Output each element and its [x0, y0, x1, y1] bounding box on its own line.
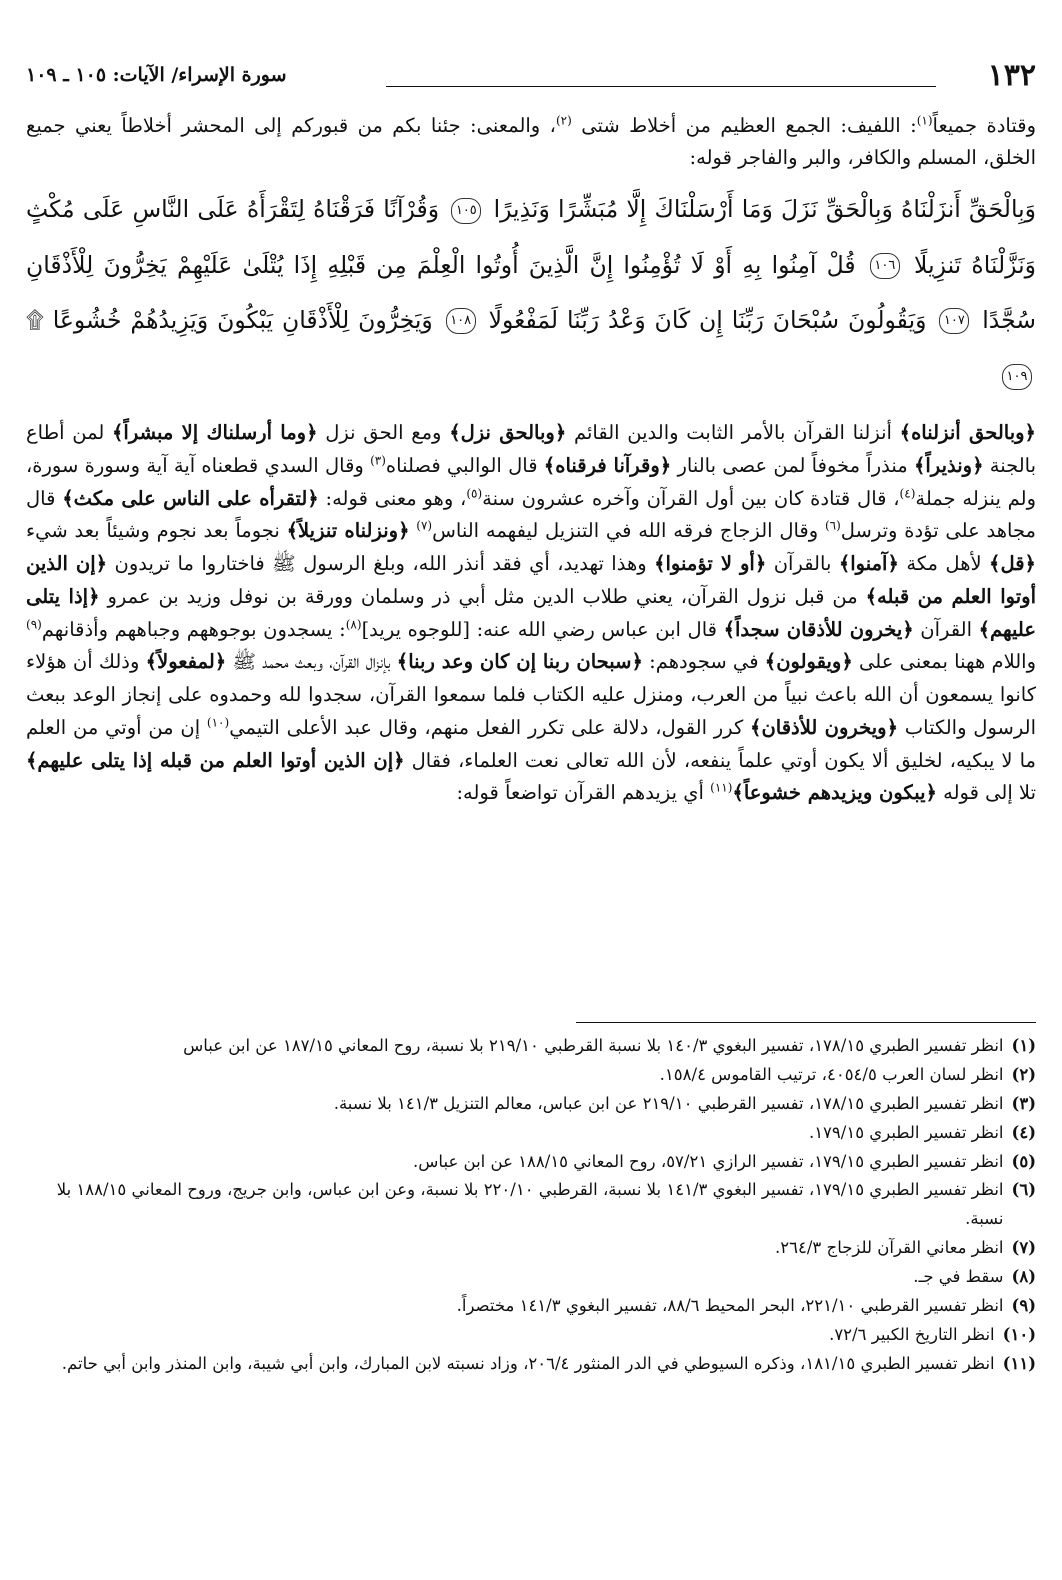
quoted-verse: ﴿ونزلناه تنزيلاً﴾	[286, 519, 410, 543]
commentary-text: نجوماً بعد نجوم وشيئاً بعد شيء	[26, 519, 287, 543]
commentary-text: ، قال قتادة كان بين أول القرآن وآخره عشرون سنة	[482, 486, 900, 510]
quran-verses	[26, 182, 1036, 403]
quoted-verse: ﴿وبالحق أنزلناه﴾	[899, 421, 1036, 445]
quoted-verse: ﴿إذا يتلى عليهم﴾	[26, 584, 1036, 641]
quoted-verse: ﴿إن الذين أوتوا العلم من قبله إذا يتلى عليهم﴾	[26, 748, 405, 772]
footnote-item	[26, 1292, 1036, 1321]
commentary-text: أنزلنا القرآن بالأمر الثابت والدين القائم	[566, 421, 900, 445]
commentary-text: منذراً مخوفاً لمن عصى بالنار	[671, 453, 914, 477]
footnotes	[26, 1032, 1036, 1379]
footnote-number: (١٠)	[1002, 1324, 1036, 1344]
quoted-verse: ﴿وبالحق نزل﴾	[449, 421, 567, 445]
intro-paragraph	[26, 110, 1036, 174]
footnote-ref: (٢)	[555, 113, 572, 128]
footnote-separator	[576, 1022, 1036, 1023]
footnote-item	[26, 1321, 1036, 1350]
commentary-paragraph	[26, 417, 1036, 810]
verse-text: وَبِالْحَقِّ أَنزَلْنَاهُ وَبِالْحَقِّ نَزَلَ وَمَا أَرْسَلْنَاكَ إِلَّا مُبَشِّرًا وَنَذِيرًا	[493, 195, 1037, 224]
quoted-verse: ﴿ويقولون﴾	[764, 650, 853, 674]
commentary-text: ومع الحق نزل	[317, 421, 450, 445]
quoted-verse: ﴿لمفعولاً﴾	[145, 650, 227, 674]
commentary-text: لأهل مكة	[898, 552, 990, 576]
verse-text: وَيَقُولُونَ سُبْحَانَ رَبِّنَا إِن كَانَ وَعْدُ رَبِّنَا لَمَفْعُولًا	[488, 305, 927, 334]
footnote-text: انظر تفسير الطبري ١٧٩/١٥.	[808, 1122, 1004, 1142]
footnote-ref: (٧)	[416, 518, 433, 533]
footnote-item	[26, 1148, 1036, 1177]
page-number: ١٣٢	[987, 58, 1036, 93]
footnote-number: (١)	[1011, 1036, 1036, 1055]
footnote-number: (٣)	[1011, 1093, 1036, 1113]
intro-text: ، والمعنى: جئنا بكم من قبوركم إلى المحشر أخلاطاً يعني جميع الخلق، المسلم والكافر، والبر والفاجر قوله:	[26, 114, 1036, 170]
verse-text: وَيَخِرُّونَ لِلْأَذْقَانِ يَبْكُونَ وَيَزِيدُهُمْ خُشُوعًا ۩	[26, 305, 433, 334]
footnote-ref: (١)	[916, 113, 933, 128]
footnote-item	[26, 1234, 1036, 1263]
verse-number-marker: ١٠٨	[446, 308, 476, 334]
commentary-text: : يسجدون بوجوههم وجباههم وأذقانهم	[41, 617, 346, 641]
quoted-verse: ﴿أو لا تؤمنوا﴾	[654, 552, 767, 576]
commentary-text: قال الوالبي فصلناه	[385, 453, 544, 477]
commentary-text: وقال الزجاج فرقه الله في التنزيل ليفهمه الناس	[432, 519, 825, 543]
quoted-verse: ﴿يخرون للأذقان سجداً﴾	[723, 617, 914, 641]
footnote-item	[26, 1032, 1036, 1061]
footnote-item	[26, 1263, 1036, 1292]
commentary-text: القرآن	[913, 617, 979, 641]
footnote-item	[26, 1061, 1036, 1090]
footnote-number: (٩)	[1011, 1295, 1036, 1315]
commentary-text: قال ابن عباس رضي الله عنه: [للوجوه يريد]	[361, 617, 724, 641]
commentary-text: وقال السدي قطعناه آية آية وسورة سورة، ولم ينزله جملة	[26, 453, 1036, 510]
footnote-text: انظر تفسير الطبري ١٧٩/١٥، تفسير البغوي ١٤١/٣ بلا نسبة، القرطبي ٢٢٠/١٠ بلا نسبة، وعن ابن عباس، وابن جريج، وروح المعاني ١٨٨/١٥ بلا نسبة.	[56, 1180, 1004, 1229]
header-rule	[386, 86, 936, 87]
footnote-item	[26, 1350, 1036, 1379]
quoted-verse: ﴿قل﴾	[989, 552, 1036, 576]
commentary-text: كرر القول، دلالة على تكرر الفعل منهم، وقال عبد الأعلى التيمي	[229, 715, 751, 739]
quoted-verse: ﴿لتقرأه على الناس على مكث﴾	[62, 486, 319, 510]
footnote-ref: (٩)	[26, 617, 42, 632]
main-text	[26, 110, 1036, 810]
footnote-text: انظر تفسير الطبري ١٧٨/١٥، تفسير القرطبي ٢١٩/١٠ عن ابن عباس، معالم التنزيل ١٤١/٣ بلا نسبة.	[333, 1093, 1004, 1113]
quoted-verse: ﴿وقرآنا فرقناه﴾	[543, 453, 672, 477]
page-header	[26, 58, 1036, 98]
footnote-ref: (٥)	[466, 486, 483, 501]
footnote-ref: (٣)	[370, 453, 386, 468]
commentary-text: تلا إلى قوله	[936, 781, 1036, 805]
quoted-verse: ﴿سبحان ربنا إن كان وعد ربنا﴾	[396, 650, 643, 674]
quoted-verse: ﴿آمنوا﴾	[838, 552, 899, 576]
footnote-text: انظر تفسير الطبري ١٧٩/١٥، تفسير الرازي ٥٧/٢١، روح المعاني ١٨٨/١٥ عن ابن عباس.	[413, 1151, 1004, 1171]
footnote-number: (٢)	[1011, 1064, 1036, 1084]
commentary-text: لمن أطاع بالجنة	[26, 421, 1037, 477]
commentary-text: قال مجاهد على تؤدة وترسل	[26, 486, 1036, 543]
footnote-item	[26, 1176, 1036, 1234]
footnote-number: (٤)	[1011, 1122, 1036, 1142]
commentary-text: في سجودهم:	[642, 650, 765, 674]
footnote-text: انظر التاريخ الكبير ٧٢/٦.	[829, 1324, 995, 1344]
surah-title: سورة الإسراء/ الآيات: ١٠٥ ـ ١٠٩	[26, 64, 287, 86]
intro-text: : اللفيف: الجمع العظيم من أخلاط شتى	[581, 114, 917, 137]
footnote-item	[26, 1119, 1036, 1148]
commentary-text: أي يزيدهم القرآن تواضعاً قوله:	[456, 781, 711, 805]
commentary-text: إن من أوتي من العلم ما لا يبكيه، لخليق ألا يكون أوتي علماً ينفعه، لأن الله تعالى نعت العلماء، فقال	[26, 715, 1037, 772]
footnote-text: انظر تفسير الطبري ١٨١/١٥، وذكره السيوطي في الدر المنثور ٢٠٦/٤، وزاد نسبته لابن المبارك، وابن أبي شيبة، وابن المنذر وابن أبي حاتم.	[61, 1353, 995, 1373]
commentary-text: ، وهو معنى قوله:	[318, 486, 467, 510]
footnote-ref: (٦)	[824, 518, 841, 533]
footnote-item	[26, 1090, 1036, 1119]
commentary-text: بالقرآن	[766, 552, 839, 576]
intro-text: وقتادة جميعاً	[932, 114, 1036, 137]
verse-number-marker: ١٠٩	[1002, 364, 1032, 390]
footnote-ref: (١٠)	[206, 715, 230, 730]
footnote-number: (٦)	[1011, 1180, 1036, 1200]
verse-text: وَقُرْآنًا فَرَقْنَاهُ لِتَقْرَأَهُ عَلَى النَّاسِ عَلَى مُكْثٍ وَنَزَّلْنَاهُ تَنزِيلًا	[26, 195, 1036, 279]
verse-number-marker: ١٠٦	[870, 253, 900, 279]
footnote-number: (٥)	[1011, 1151, 1036, 1171]
footnote-text: انظر تفسير الطبري ١٧٨/١٥، تفسير البغوي ١٤٠/٣ بلا نسبة القرطبي ٢١٩/١٠ بلا نسبة، روح المعاني ١٨٧/١٥ عن ابن عباس	[183, 1036, 1004, 1055]
commentary-text: وذلك أن هؤلاء كانوا يسمعون أن الله باعث نبياً من العرب، ومنزل عليه الكتاب فلما سمعوا القرآن، سجدوا لله وحمدوه على إنجاز الوعد ببعث الرسول والكتاب	[26, 650, 1036, 739]
quoted-verse: ﴿ونذيراً﴾	[913, 453, 984, 477]
quoted-verse: ﴿وما أرسلناك إلا مبشراً﴾	[112, 421, 318, 445]
commentary-text: واللام ههنا بمعنى على	[852, 650, 1036, 674]
footnote-text: سقط في جـ.	[913, 1267, 1004, 1286]
footnote-ref: (٤)	[899, 486, 916, 501]
quoted-verse: ﴿يبكون ويزيدهم خشوعاً﴾	[732, 781, 937, 805]
commentary-text: من قبل نزول القرآن، يعني طلاب الدين مثل أبي ذر وسلمان وورقة بن نوفل وزيد بن عمرو	[99, 584, 866, 608]
footnote-number: (٨)	[1011, 1267, 1036, 1286]
footnote-number: (١١)	[1002, 1353, 1036, 1373]
quoted-verse: ﴿إن الذين أوتوا العلم من قبله﴾	[26, 552, 1036, 608]
quoted-verse: ﴿ويخرون للأذقان﴾	[750, 715, 899, 739]
footnote-text: انظر لسان العرب ٤٠٥٤/٥، ترتيب القاموس ١٥٨/٤.	[659, 1064, 1004, 1084]
footnote-text: انظر معاني القرآن للزجاج ٢٦٤/٣.	[775, 1238, 1004, 1258]
verse-number-marker: ١٠٧	[939, 308, 969, 334]
footnote-number: (٧)	[1011, 1238, 1036, 1258]
commentary-text: وهذا تهديد، أي فقد أنذر الله، وبلغ الرسول ﷺ فاختاروا ما تريدون	[107, 552, 655, 576]
verse-text: قُلْ آمِنُوا بِهِ أَوْ لَا تُؤْمِنُوا إِنَّ الَّذِينَ أُوتُوا الْعِلْمَ مِن قَبْلِهِ إِذَا يُتْلَىٰ عَلَيْهِمْ يَخِرُّونَ لِلْأَذْقَانِ سُجَّدًا	[26, 250, 1036, 334]
footnote-ref: (٨)	[345, 617, 362, 632]
commentary-text: بإنزال القرآن، وبعث محمد ﷺ	[226, 650, 397, 674]
footnote-ref: (١١)	[710, 780, 733, 795]
footnote-text: انظر تفسير القرطبي ٢٢١/١٠، البحر المحيط ٨٨/٦، تفسير البغوي ١٤١/٣ مختصراً.	[456, 1295, 1004, 1315]
verse-number-marker: ١٠٥	[451, 198, 481, 224]
